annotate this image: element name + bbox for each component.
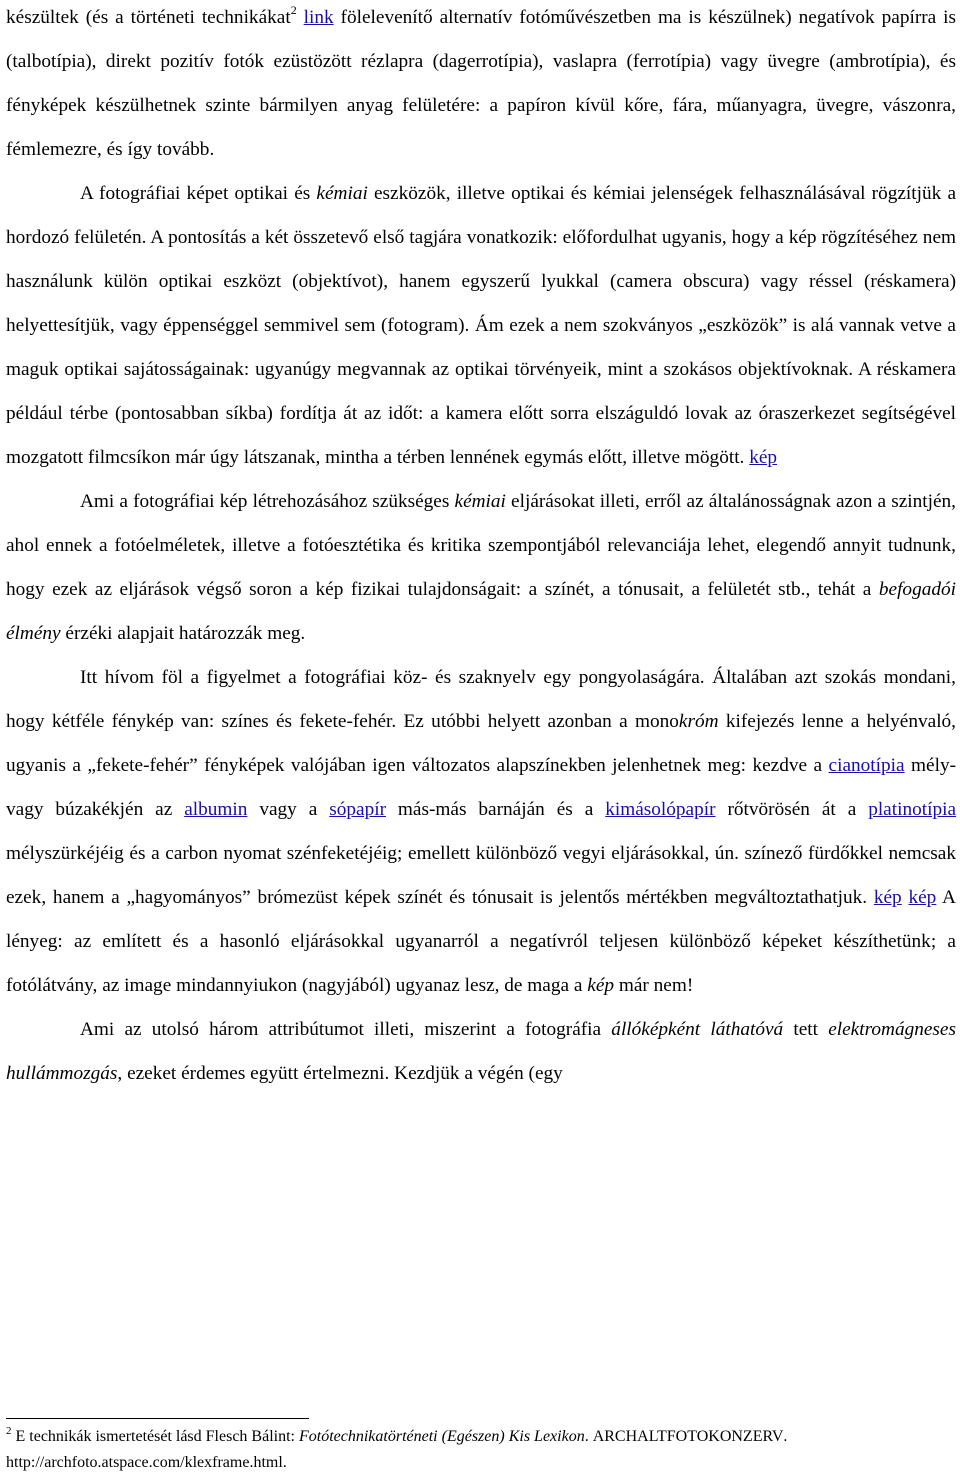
link-kimasolopapir[interactable]: kimásolópapír (605, 799, 716, 820)
footnote-separator (6, 1418, 309, 1419)
brand-name: ARCHALTFOTOKONZERV (592, 1428, 784, 1445)
paragraph-4 (6, 656, 956, 1008)
text-run: kifejezés lenne a helyénvaló, ugyanis a „fekete-fehér” fényképek valójában igen változatos alapszínekben jelenhetnek meg: kezdve a (6, 711, 957, 776)
text-run: E technikák ismertetését lásd Flesch Bálint: (11, 1428, 299, 1445)
italic-run: króm (678, 711, 719, 732)
text-run: mélyszürkéjéig és a carbon nyomat szénfeketéjéig; emellett különböző vegyi eljárásokkal, ún. színező fürdőkkel nemcsak ezek, hanem a „hagyományos” brómezüst képek színét és tónusait is jelentős mértékben megváltoztathatjuk. (6, 843, 956, 908)
paragraph-2 (6, 172, 956, 480)
text-run: Ami a fotográfiai kép létrehozásához szükséges (80, 491, 455, 512)
text-run: mély- vagy búzakékjén az (6, 755, 956, 820)
text-run: Itt hívom föl a figyelmet a fotográfiai köz- és szaknyelv egy pongyolaságára. Általában azt szokás mondani, hogy kétféle fénykép van: színes és fekete-fehér. Ez utóbbi helyett azonban a mono (6, 667, 956, 732)
italic-run: kémiai (454, 491, 506, 512)
paragraph-3 (6, 480, 956, 656)
text-run: más-más barnáján és a (386, 799, 606, 820)
italic-run: kép (587, 975, 615, 996)
text-run: A fotográfiai képet optikai és (80, 183, 317, 204)
link-kep[interactable]: kép (749, 447, 778, 468)
link-sopapir[interactable]: sópapír (329, 799, 386, 820)
text-run: . http://archfoto.atspace.com/klexframe.html. (6, 1428, 788, 1471)
text-run: érzéki alapjait határozzák meg. (60, 623, 306, 644)
link-link[interactable]: link (303, 7, 334, 28)
italic-run: állóképként láthatóvá (611, 1019, 784, 1040)
text-run: fölelevenítő alternatív fotóművészetben ma is készülnek) negatívok papírra is (talbotípia), direkt pozitív fotók ezüstözött rézlapra (dagerrotípia), vaslapra (ferrotípia) vagy üvegre (ambrotípia), és fényképek készülhetnek szinte bármilyen anyag felületére: a papíron kívül kőre, fára, műanyagra, üvegre, vászonra, fémlemezre, és így tovább. (6, 7, 957, 160)
document-body (6, 0, 956, 1096)
footnote (6, 1424, 956, 1476)
link-cianotipia[interactable]: cianotípia (828, 755, 905, 776)
text-run: Ami az utolsó három attribútumot illeti, miszerint a fotográfia (80, 1019, 612, 1040)
italic-run: kémiai (316, 183, 368, 204)
text-run: tett (783, 1019, 829, 1040)
text-run: A lényeg: az említett és a hasonló eljárásokkal ugyanarról a negatívról teljesen különböző képeket készíthetünk; a fotólátvány, az image mindannyiukon (nagyjából) ugyanaz lesz, de maga a (6, 887, 956, 996)
italic-run: Fotótechnikatörténeti (Egészen) Kis Lexikon (298, 1428, 585, 1445)
italic-run: elektromágneses hullámmozgás (6, 1019, 956, 1084)
text-run: rőtvörösén át a (715, 799, 869, 820)
text-run: készültek (és a történeti technikákat (6, 7, 291, 28)
footnote-number: 2 (6, 1425, 12, 1437)
link-kep[interactable]: kép (873, 887, 902, 908)
link-platinotipia[interactable]: platinotípia (868, 799, 957, 820)
text-run: eszközök, illetve optikai és kémiai jelenségek felhasználásával rögzítjük a hordozó felületén. A pontosítás a két összetevő első tagjára vonatkozik: előfordulhat ugyanis, hogy a kép rögzítéséhez nem használunk külön optikai eszközt (objektívot), hanem egyszerű lyukkal (camera obscura) vagy réssel (réskamera) helyettesítjük, vagy éppenséggel semmivel sem (fotogram). Ám ezek a nem szokványos „eszközök” is alá vannak vetve a maguk optikai sajátosságainak: ugyanúgy megvannak az optikai törvényeik, mint a szokásos objektívoknak. A réskamera például térbe (pontosabban síkba) fordítja át az időt: a kamera előtt sorra elszáguldó lovak az óraszerkezet segítségével mozgatott filmcsíkon már úgy látszanak, mintha a térben lennének egymás előtt, illetve mögött. (6, 183, 956, 468)
text-run: vagy a (247, 799, 330, 820)
link-kep[interactable]: kép (908, 887, 937, 908)
text-run: . (584, 1428, 593, 1445)
paragraph-5 (6, 1008, 956, 1096)
paragraph-1 (6, 0, 956, 172)
italic-run: befogadói élmény (6, 579, 956, 644)
link-albumin[interactable]: albumin (184, 799, 248, 820)
text-run: már nem! (614, 975, 694, 996)
footnote-ref: 2 (290, 3, 297, 17)
text-run: eljárásokat illeti, erről az általánosságnak azon a szintjén, ahol ennek a fotóelméletek, illetve a fotóesztétika és kritika szempontjából relevanciája lehet, elegendő annyit tudnunk, hogy ezek az eljárások végső soron a kép fizikai tulajdonságait: a színét, a tónusait, a felületét stb., tehát a (6, 491, 956, 600)
text-run: , ezeket érdemes együtt értelmezni. Kezdjük a végén (egy (117, 1063, 563, 1084)
